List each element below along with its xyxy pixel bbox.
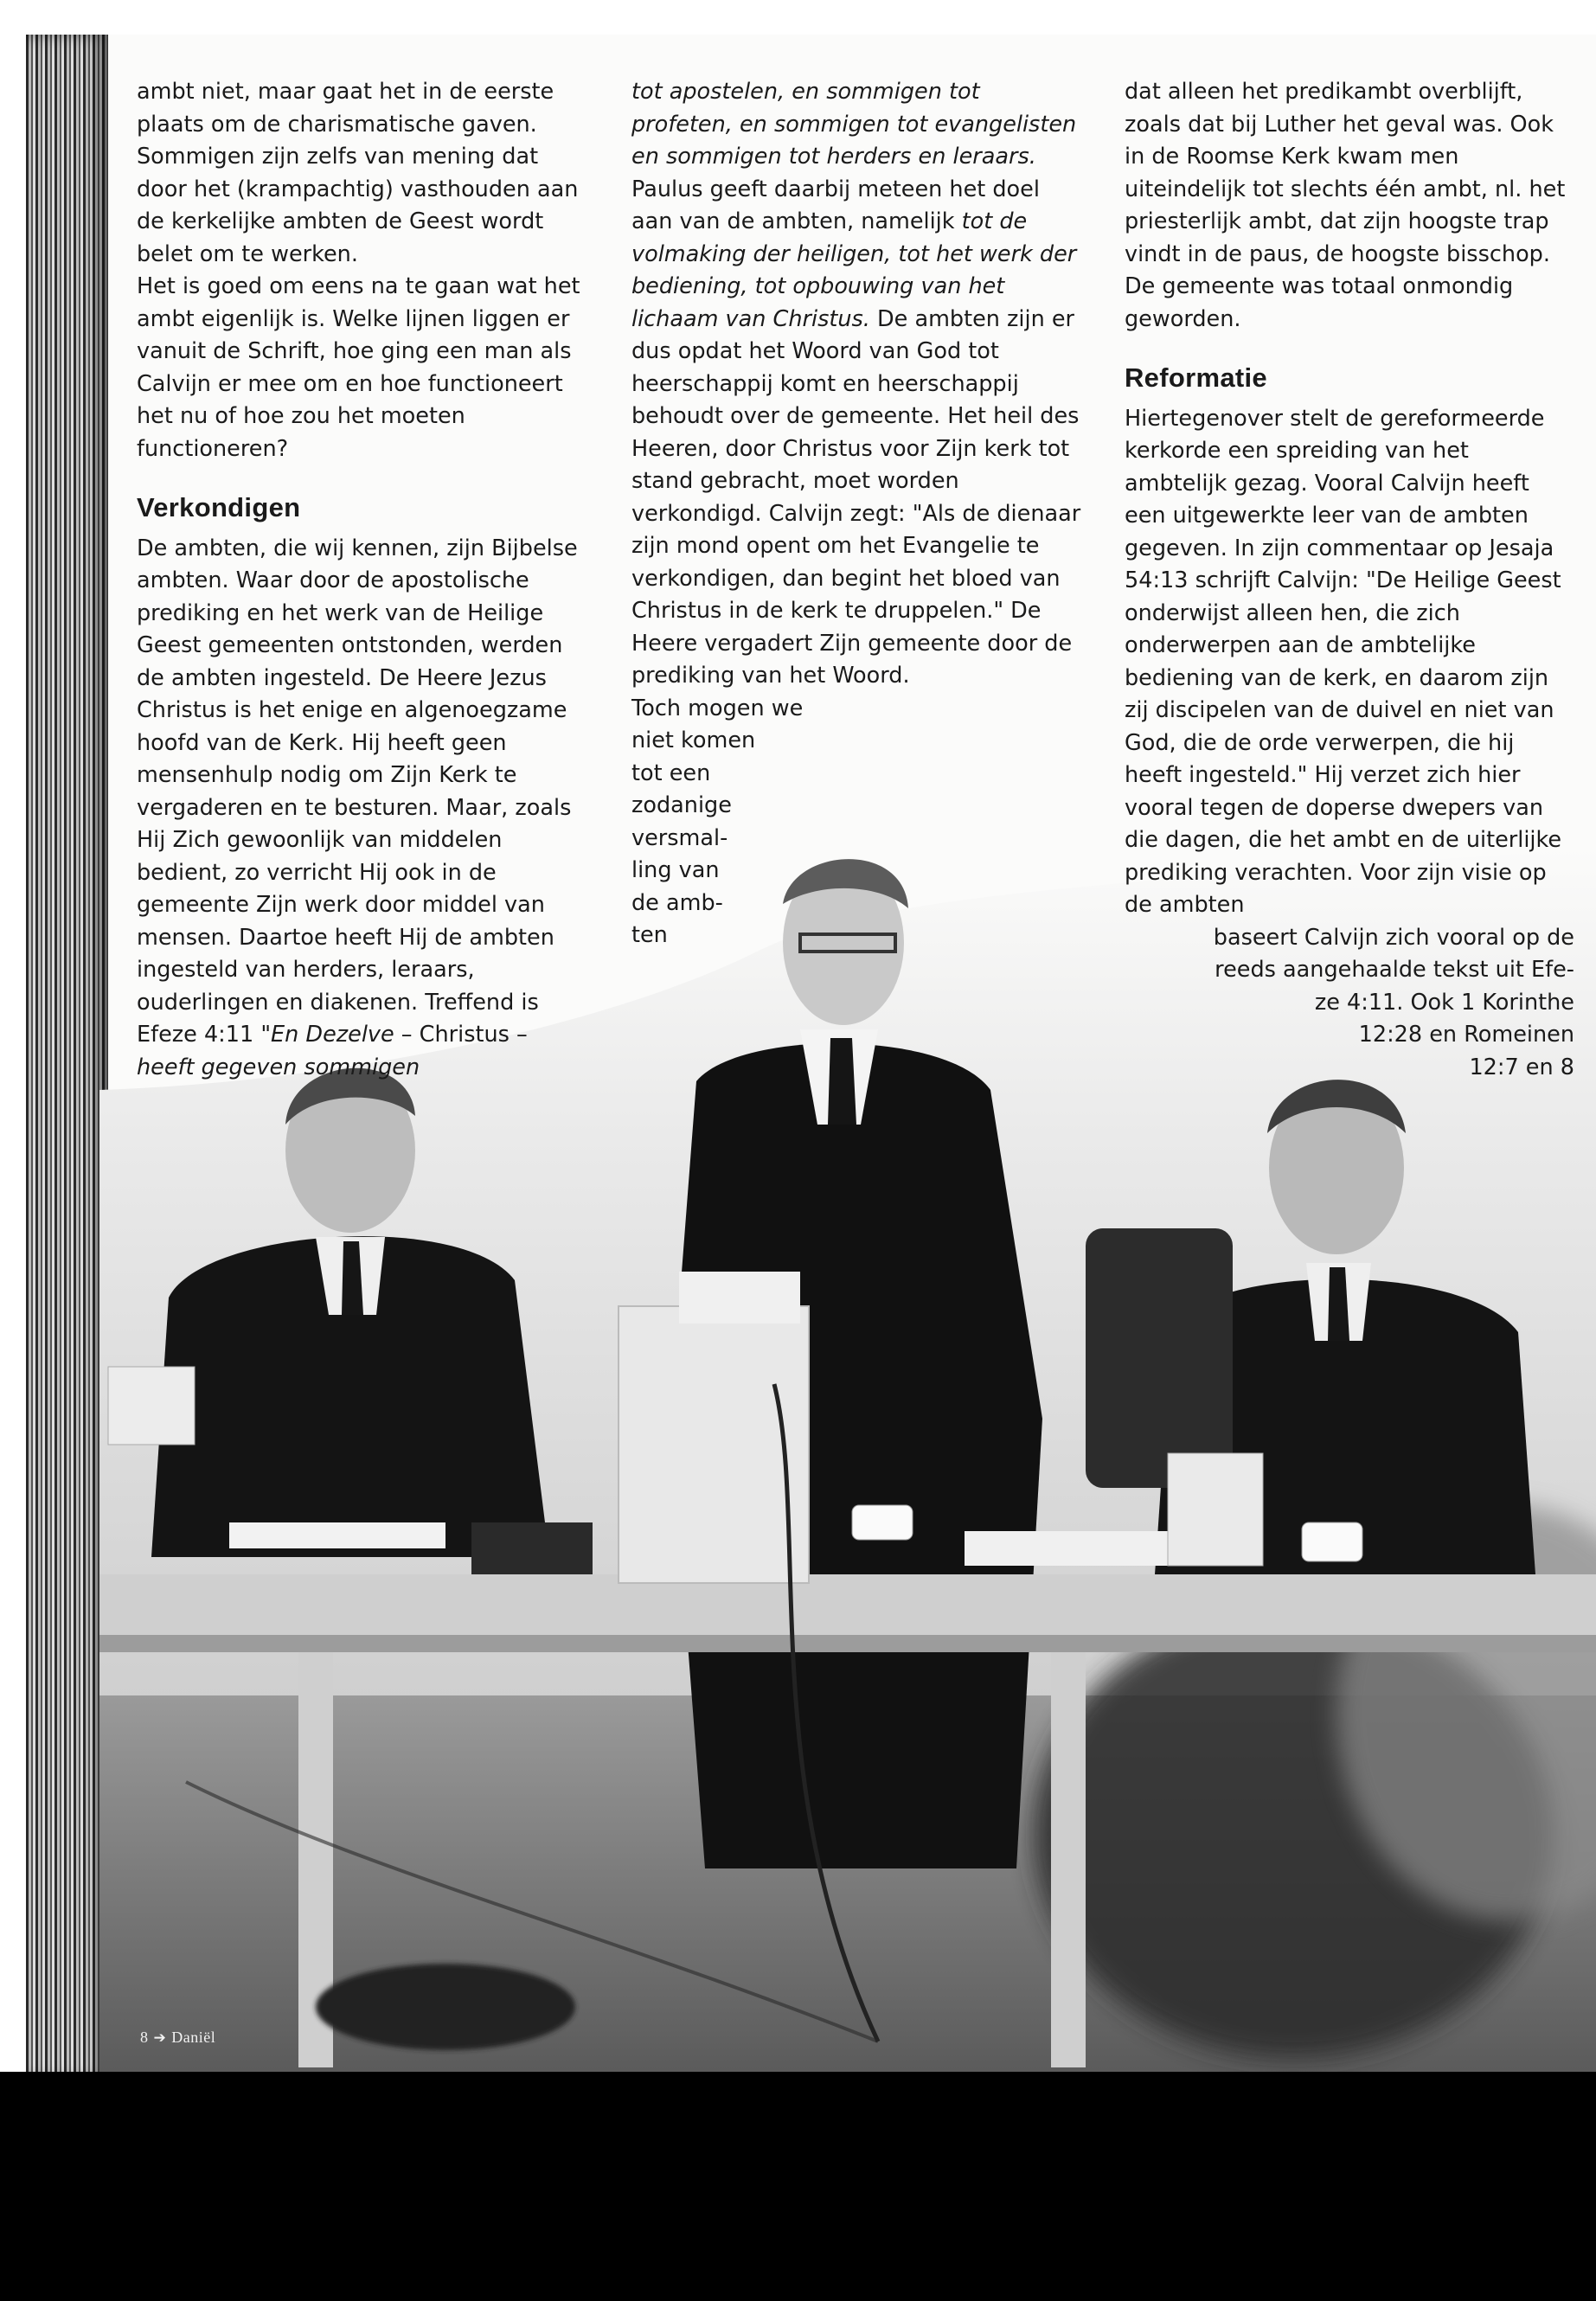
scan-border [0,2072,1596,2301]
col1-quote-start: "En Dezelve [260,1022,394,1048]
magazine-name: Daniël [171,2029,216,2046]
col2-wrap-line: ten [631,922,668,948]
col3-wrap-text [1125,922,1574,1085]
col2-wrap-text [631,693,1081,952]
book-spine-edge [26,35,108,2080]
col3-wrap-line: 12:28 en Romeinen [1358,1022,1574,1048]
col2-wrap-line: de amb- [631,889,723,916]
col2-paragraph [631,76,1081,693]
heading-verkondigen: Verkondigen [137,492,301,522]
text-column-2 [631,76,1081,952]
col2-wrap-line: niet komen [631,727,756,753]
col3-text-1: dat alleen het predikambt overblijft, zoals dat bij Luther het geval was. Ook in de Roomse Kerk kwam men uiteindelijk tot slechts één ambt, nl. het priesterlijk ambt, dat zijn hoogste trap vindt in de paus, de hoogste bisschop. De gemeente was totaal onmondig geworden. [1125,79,1566,332]
col3-wrap-line: ze 4:11. Ook 1 Korinthe [1314,989,1574,1016]
col2-text-1: Paulus geeft daarbij meteen het doel aan van de ambten, namelijk [631,176,1040,234]
col1-quote-continued: heeft gegeven sommigen [137,1054,420,1080]
col2-quote-2: tot de volmaking der heiligen, tot het werk der bediening, tot opbouwing van het lichaam van Christus. [631,208,1077,332]
col2-wrap-line: Toch mogen we [631,695,804,721]
heading-reformatie: Reformatie [1125,362,1267,393]
col2-wrap-line: zodanige [631,792,732,818]
col2-wrap-line: versmal- [631,824,728,851]
col1-dash: – Christus – [394,1022,528,1048]
col3-wrap-line: baseert Calvijn zich vooral op de [1213,924,1574,951]
col1-intro: ambt niet, maar gaat het in de eerste plaats om de charismatische gaven. Sommigen zijn zelfs van mening dat door het (krampachtig) vasthouden aan de kerkelijke ambten de Geest wordt belet om te werken. [137,79,579,267]
col2-quote: tot apostelen, en sommigen tot profeten, en sommigen tot evangelisten en sommigen tot herders en leraars. [631,79,1077,170]
col3-wrap-line: 12:7 en 8 [1469,1054,1574,1080]
arrow-right-icon: ➔ [153,2029,167,2046]
col1-paragraph-3 [137,533,588,1085]
text-column-1 [137,76,588,1084]
col2-wrap-line: tot een [631,760,711,786]
col1-paragraph-2: Het is goed om eens na te gaan wat het ambt eigenlijk is. Welke lijnen liggen er vanuit de Schrift, hoe ging een man als Calvijn er mee om en hoe functioneert het nu of hoe zou het moeten functioneren? [137,273,580,462]
page-footer [140,2029,215,2047]
text-column-3 [1125,76,1574,1084]
col2-wrap-line: ling van [631,857,720,883]
col2-text-2: De ambten zijn er dus opdat het Woord van God tot heerschappij komt en heerschappij behoudt over de gemeente. Het heil des Heeren, door Christus voor Zijn kerk tot stand gebracht, moet worden verkondigd. Calvijn zegt: "Als de dienaar zijn mond opent om het Evangelie te verkondigen, dan begint het bloed van Christus in de kerk te druppelen." De Heere vergadert Zijn gemeente door de prediking van het Woord. [631,305,1081,689]
page-number: 8 [140,2029,149,2046]
col3-wrap-line: reeds aangehaalde tekst uit Efe- [1215,957,1574,983]
col1-para3-text: De ambten, die wij kennen, zijn Bijbelse ambten. Waar door de apostolische prediking en het werk van de Heilige Geest gemeenten ontstonden, werden de ambten ingesteld. De Heere Jezus Christus is het enige en algenoegzame hoofd van de Kerk. Hij heeft geen mensenhulp nodig om Zijn Kerk te vergaderen en te besturen. Maar, zoals Hij Zich gewoonlijk van middelen bedient, zo verricht Hij ook in de gemeente Zijn werk door middel van mensen. Daartoe heeft Hij de ambten ingesteld van herders, leraars, ouderlingen en diakenen. Treffend is Efeze 4:11 [137,535,578,1048]
col3-text-2: Hiertegenover stelt de gereformeerde kerkorde een spreiding van het ambtelijk gezag. Vooral Calvijn heeft een uitgewerkte leer van de ambten gegeven. In zijn commentaar op Jesaja 54:13 schrijft Calvijn: "De Heilige Geest onderwijst alleen hen, die zich onderwerpen aan de ambtelijke bediening van de kerk, en daarom zijn zij discipelen van de duivel en niet van God, die de orde verwerpen, die hij heeft ingesteld." Hij verzet zich hier vooral tegen de doperse dwepers van die dagen, die het ambt en de uiterlijke prediking verachten. Voor zijn visie op de ambten [1125,405,1562,918]
